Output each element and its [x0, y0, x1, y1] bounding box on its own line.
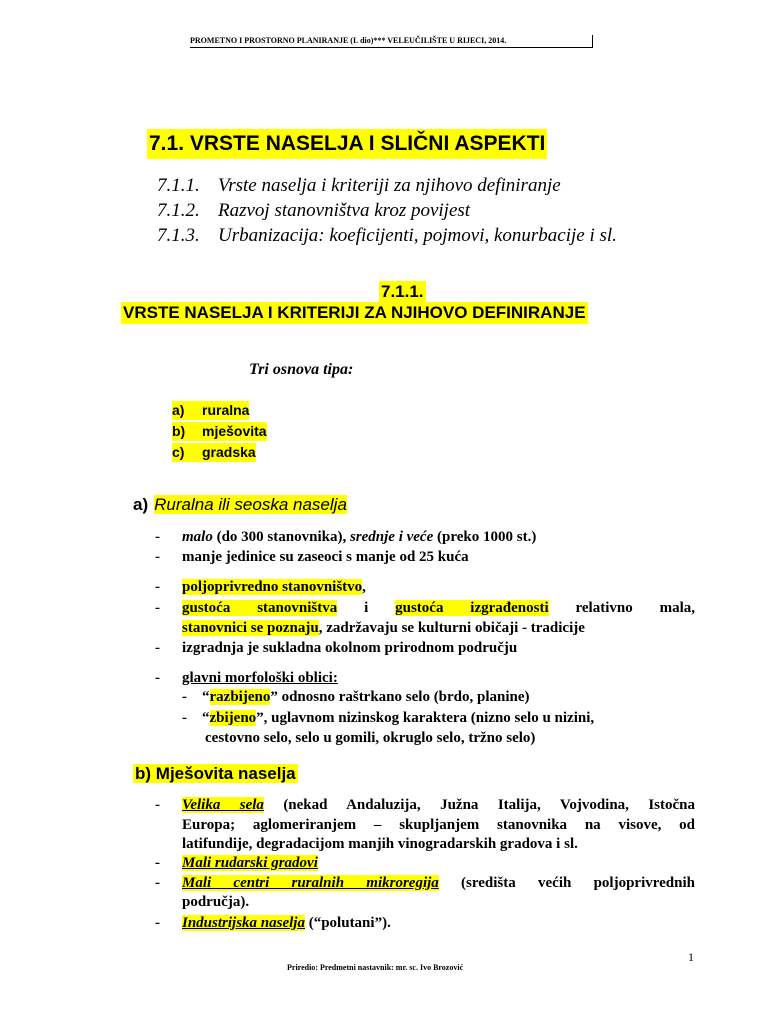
type-letter: a) [172, 402, 185, 418]
toc-number: 7.1.3. [157, 225, 200, 246]
type-letter: c) [172, 444, 185, 460]
construction-line: izgradnja je sukladna okolnom prirodnom području [182, 640, 518, 656]
bullet-dash: - [155, 549, 160, 565]
bullet-dash: - [155, 797, 160, 813]
micro-text-1: (središta većih poljoprivrednih [461, 875, 695, 891]
mining-line [182, 853, 318, 873]
industrial-line [182, 913, 391, 933]
scattered-rest: ” odnosno raštrkano selo (brdo, planine) [270, 689, 530, 705]
heading-text: Ruralna ili seoska naselja [154, 495, 347, 514]
bullet-dash: - [155, 855, 160, 871]
size-small: malo [182, 529, 213, 545]
density-rest: relativno mala, [575, 600, 695, 616]
toc-item-3 [157, 224, 617, 248]
morph-heading: glavni morfološki oblici: [182, 670, 338, 686]
compact-term: zbijeno [209, 710, 257, 726]
toc-number: 7.1.1. [157, 175, 200, 196]
section-number: 7.1.1. [381, 282, 424, 301]
bullet-dash: - [155, 600, 160, 616]
compact-rest: ”, uglavnom nizinskog karaktera (nizno selo u nizini, [256, 710, 595, 726]
bullet-dash: - [182, 710, 187, 726]
mixed-heading [133, 763, 298, 785]
running-header: PROMETNO I PROSTORNO PLANIRANJE (I. dio)*** VELEUČILIŠTE U RIJECI, 2014. [190, 35, 593, 48]
density-line-cont [182, 618, 585, 638]
bullet-dash: - [155, 529, 160, 545]
density-pop: gustoća stanovništva [182, 600, 338, 616]
density-line [182, 598, 695, 618]
agri-pop-line [182, 577, 366, 597]
heading-text: Mješovita naselja [155, 764, 296, 783]
type-label: gradska [202, 444, 256, 460]
bullet-dash: - [182, 689, 187, 705]
heading-prefix: a) [133, 495, 149, 514]
industrial-term: Industrijska naselja [182, 915, 305, 931]
page-number: 1 [688, 950, 694, 964]
size-large-note: (preko 1000 st.) [437, 529, 537, 545]
type-label: mješovita [202, 423, 267, 439]
size-line [182, 527, 536, 547]
density-and: i [364, 600, 369, 616]
big-villages-line [182, 795, 695, 815]
type-item-urban [172, 443, 256, 462]
industrial-rest: (“polutani”). [308, 915, 391, 931]
page-footer: Priredio: Predmetni nastavnik: mr. sc. Ivo Brozović [287, 963, 464, 972]
heading-prefix-wrap [133, 764, 298, 783]
toc-text: Vrste naselja i kriteriji za njihovo definiranje [218, 175, 561, 196]
micro-term: Mali centri ruralnih mikroregija [182, 875, 439, 891]
compact-line [202, 708, 594, 728]
toc-item-2 [157, 199, 470, 223]
agri-pop-text: poljoprivredno stanovništvo [182, 579, 363, 595]
section-title: VRSTE NASELJA I KRITERIJI ZA NJIHOVO DEFINIRANJE [123, 303, 586, 322]
size-large: srednje i veće [349, 529, 434, 545]
bullet-dash: - [155, 579, 160, 595]
toc-text: Urbanizacija: koeficijenti, pojmovi, konurbacije i sl. [218, 225, 617, 246]
toc-number: 7.1.2. [157, 200, 200, 221]
scattered-term: razbijeno [209, 689, 271, 705]
quote-open: “ [202, 689, 210, 705]
types-intro: Tri osnova tipa: [249, 361, 354, 378]
bullet-dash: - [155, 670, 160, 686]
toc-text: Razvoj stanovništva kroz povijest [218, 200, 471, 221]
type-label: ruralna [202, 402, 250, 418]
bullet-dash: - [155, 640, 160, 656]
density-built: gustoća izgrađenosti [395, 600, 549, 616]
type-letter: b) [172, 423, 186, 439]
compact-line-cont: cestovno selo, selo u gomili, okruglo selo, tržno selo) [205, 730, 536, 746]
type-item-mixed [172, 422, 267, 441]
bullet-dash: - [155, 875, 160, 891]
scattered-line [202, 687, 530, 707]
big-villages-text-2: Europa; aglomeriranjem – skupljanjem stanovnika na visove, od [182, 817, 695, 833]
mining-term: Mali rudarski gradovi [182, 855, 318, 871]
big-villages-text-1: (nekad Andaluzija, Južna Italija, Vojvodina, Istočna [283, 797, 695, 813]
bullet-dash: - [155, 915, 160, 931]
page-title: 7.1. VRSTE NASELJA I SLIČNI ASPEKTI [147, 129, 547, 159]
micro-text-2: područja). [182, 894, 250, 910]
big-villages-term: Velika sela [182, 797, 264, 813]
heading-prefix: b) [135, 764, 152, 783]
quote-open: “ [202, 710, 210, 726]
customs-text: , zadržavaju se kulturni običaji - tradicije [318, 620, 585, 636]
type-item-rural [172, 401, 249, 420]
rural-heading [133, 494, 347, 516]
big-villages-text-3: latifundije, degradacijom manjih vinogradarskih gradova i sl. [182, 836, 578, 852]
agri-pop-punct: , [362, 579, 366, 595]
size-small-note: (do 300 stanovnika), [216, 529, 347, 545]
hamlets-line: manje jedinice su zaseoci s manje od 25 kuća [182, 549, 469, 565]
know-each-other: stanovnici se poznaju [182, 620, 319, 636]
toc-item-1 [157, 174, 561, 198]
micro-line [182, 873, 695, 893]
